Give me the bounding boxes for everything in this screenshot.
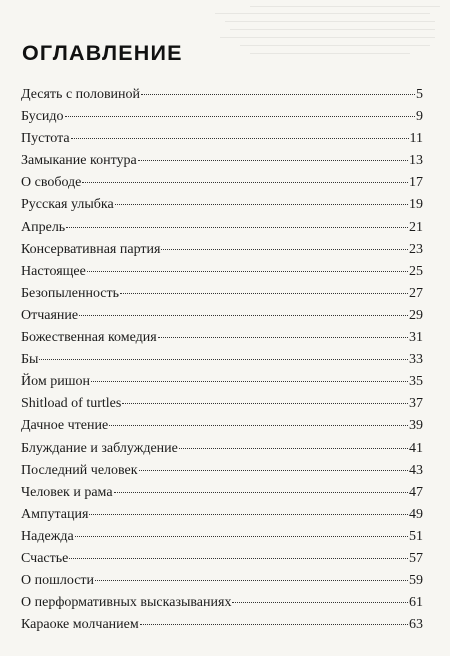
toc-entry-page-number: 13 bbox=[409, 153, 423, 169]
toc-entry-title: Shitload of turtles bbox=[21, 396, 122, 412]
dot-leader bbox=[122, 403, 408, 404]
toc-entry-page-number: 57 bbox=[409, 550, 423, 566]
dot-leader bbox=[114, 492, 408, 493]
toc-entry-page-number: 11 bbox=[409, 131, 423, 147]
dot-leader bbox=[138, 160, 408, 161]
toc-entry[interactable] bbox=[21, 217, 423, 239]
dot-leader bbox=[39, 359, 408, 360]
dot-leader bbox=[141, 94, 415, 95]
toc-entry[interactable] bbox=[21, 194, 423, 216]
dot-leader bbox=[140, 624, 408, 625]
toc-entry-title: Русская улыбка bbox=[21, 197, 114, 213]
toc-entry-page-number: 59 bbox=[409, 573, 423, 589]
toc-entry[interactable] bbox=[21, 84, 423, 106]
dot-leader bbox=[66, 227, 408, 228]
dot-leader bbox=[69, 558, 408, 559]
toc-entry-page-number: 35 bbox=[409, 374, 423, 390]
dot-leader bbox=[139, 470, 408, 471]
toc-entry-page-number: 29 bbox=[409, 307, 423, 323]
toc-entry-title: О перформативных высказываниях bbox=[21, 595, 232, 611]
toc-entry-page-number: 63 bbox=[409, 617, 423, 633]
toc-entry-page-number: 21 bbox=[409, 219, 423, 235]
toc-entry-title: Надежда bbox=[21, 528, 74, 544]
toc-entry[interactable] bbox=[21, 106, 423, 128]
toc-entry-page-number: 5 bbox=[416, 87, 423, 102]
toc-entry-title: Десять с половиной bbox=[21, 87, 141, 102]
toc-entry-page-number: 37 bbox=[409, 396, 423, 412]
toc-entry[interactable] bbox=[21, 172, 423, 194]
toc-entry-title: О пошлости bbox=[21, 573, 95, 589]
toc-entry[interactable] bbox=[21, 239, 423, 261]
toc-entry[interactable] bbox=[21, 415, 423, 437]
toc-entry[interactable] bbox=[21, 327, 423, 349]
toc-entry[interactable] bbox=[21, 614, 423, 636]
toc-entry-title: Настоящее bbox=[21, 263, 86, 279]
dot-leader bbox=[91, 381, 408, 382]
toc-entry-page-number: 25 bbox=[409, 263, 423, 279]
toc-entry[interactable] bbox=[21, 261, 423, 283]
page-title: ОГЛАВЛЕНИЕ bbox=[22, 41, 183, 65]
toc-entry-page-number: 39 bbox=[409, 418, 423, 434]
toc-entry-page-number: 41 bbox=[409, 440, 423, 456]
toc-entry-page-number: 9 bbox=[416, 109, 423, 125]
toc-entry[interactable] bbox=[21, 482, 423, 504]
toc-entry-title: Пустота bbox=[21, 131, 70, 147]
toc-entry-title: Бусидо bbox=[21, 109, 64, 125]
toc-entry-page-number: 51 bbox=[409, 528, 423, 544]
toc-entry[interactable] bbox=[21, 393, 423, 415]
toc-entry-title: Дачное чтение bbox=[21, 418, 109, 434]
toc-entry-title: Ампутация bbox=[21, 506, 89, 522]
toc-entry-title: Апрель bbox=[21, 219, 66, 235]
toc-entry[interactable] bbox=[21, 570, 423, 592]
dot-leader bbox=[79, 315, 408, 316]
dot-leader bbox=[109, 425, 408, 426]
dot-leader bbox=[115, 204, 408, 205]
toc-entry-page-number: 19 bbox=[409, 197, 423, 213]
toc-entry-title: Бы bbox=[21, 352, 39, 368]
dot-leader bbox=[75, 536, 408, 537]
toc-entry-title: Блуждание и заблуждение bbox=[21, 440, 178, 456]
dot-leader bbox=[161, 249, 408, 250]
toc-entry-page-number: 23 bbox=[409, 241, 423, 257]
table-of-contents bbox=[21, 84, 423, 636]
toc-entry-title: О свободе bbox=[21, 175, 82, 191]
dot-leader bbox=[158, 337, 408, 338]
toc-entry-title: Человек и рама bbox=[21, 484, 113, 500]
toc-entry-title: Замыкание контура bbox=[21, 153, 137, 169]
toc-entry-page-number: 27 bbox=[409, 285, 423, 301]
toc-entry[interactable] bbox=[21, 592, 423, 614]
dot-leader bbox=[179, 448, 408, 449]
toc-entry-title: Консервативная партия bbox=[21, 241, 161, 257]
toc-entry-page-number: 49 bbox=[409, 506, 423, 522]
toc-entry-title: Счастье bbox=[21, 550, 69, 566]
toc-entry[interactable] bbox=[21, 283, 423, 305]
toc-entry[interactable] bbox=[21, 349, 423, 371]
toc-entry-page-number: 43 bbox=[409, 462, 423, 478]
dot-leader bbox=[89, 514, 408, 515]
dot-leader bbox=[71, 138, 409, 139]
toc-entry-page-number: 47 bbox=[409, 484, 423, 500]
toc-entry[interactable] bbox=[21, 548, 423, 570]
toc-entry-page-number: 17 bbox=[409, 175, 423, 191]
dot-leader bbox=[82, 182, 408, 183]
toc-entry[interactable] bbox=[21, 504, 423, 526]
toc-entry-title: Отчаяние bbox=[21, 307, 79, 323]
toc-entry[interactable] bbox=[21, 150, 423, 172]
toc-entry-title: Йом ришон bbox=[21, 374, 90, 390]
toc-entry[interactable] bbox=[21, 305, 423, 327]
toc-entry[interactable] bbox=[21, 526, 423, 548]
dot-leader bbox=[95, 580, 408, 581]
toc-entry-page-number: 31 bbox=[409, 330, 423, 346]
toc-entry[interactable] bbox=[21, 460, 423, 482]
toc-entry-page-number: 33 bbox=[409, 352, 423, 368]
toc-entry-title: Божественная комедия bbox=[21, 330, 157, 346]
toc-entry-page-number: 61 bbox=[409, 595, 423, 611]
toc-entry[interactable] bbox=[21, 371, 423, 393]
toc-entry[interactable] bbox=[21, 128, 423, 150]
dot-leader bbox=[120, 293, 408, 294]
toc-entry[interactable] bbox=[21, 438, 423, 460]
dot-leader bbox=[232, 602, 408, 603]
dot-leader bbox=[87, 271, 408, 272]
toc-entry-title: Караоке молчанием bbox=[21, 617, 139, 633]
toc-entry-title: Безопыленность bbox=[21, 285, 120, 301]
dot-leader bbox=[65, 116, 415, 117]
toc-entry-title: Последний человек bbox=[21, 462, 138, 478]
